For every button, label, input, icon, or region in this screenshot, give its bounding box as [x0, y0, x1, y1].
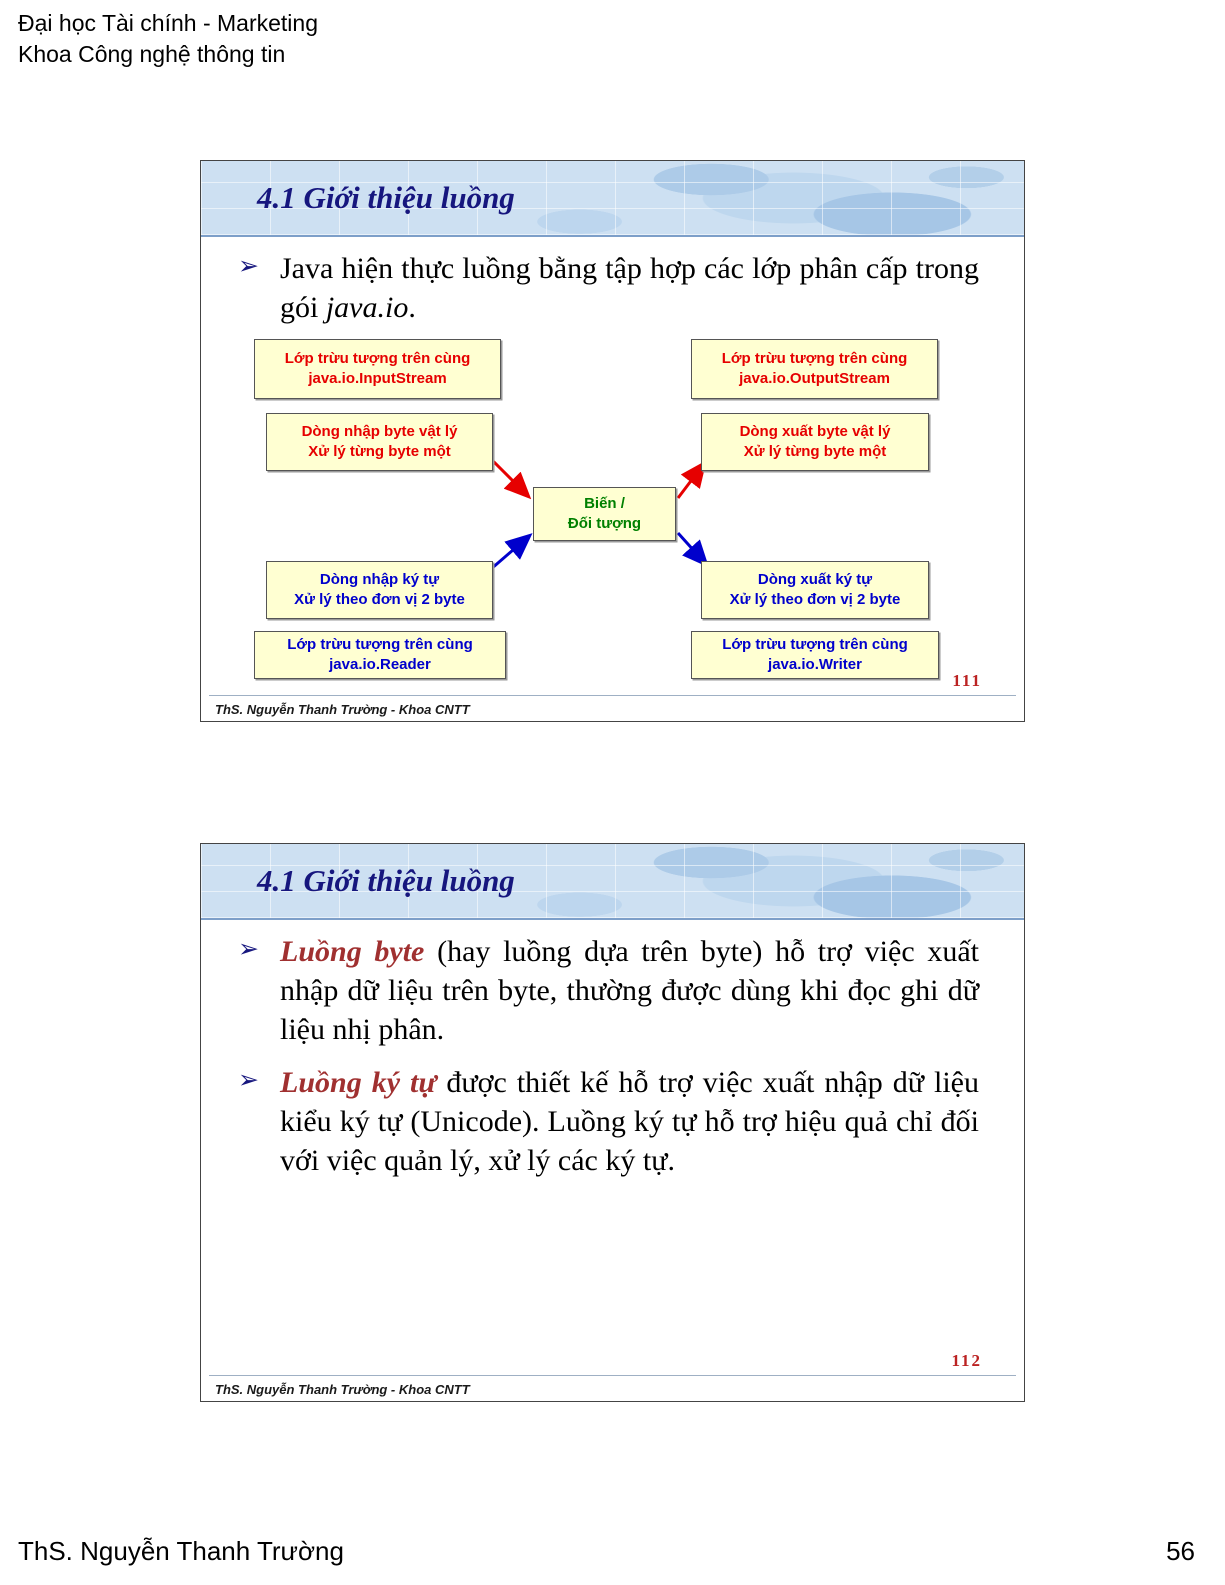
box-line: java.io.InputStream [308, 370, 447, 387]
slide-111 [200, 160, 1025, 722]
box-line: Đối tượng [567, 515, 642, 532]
header-university: Đại học Tài chính - Marketing [18, 10, 318, 36]
box-line: java.io.Reader [329, 656, 431, 673]
bullet-text-suffix: . [408, 291, 416, 324]
box-variable-object [533, 487, 676, 541]
box-line: java.io.Writer [768, 656, 862, 673]
bullet-item [238, 249, 979, 327]
box-reader [254, 631, 506, 679]
header-faculty: Khoa Công nghệ thông tin [18, 41, 286, 68]
arrow-byte-in-to-var [489, 457, 527, 495]
bullet-item [238, 1063, 979, 1180]
bullet-item [238, 932, 979, 1049]
box-line: Lớp trừu tượng trên cùng [284, 349, 471, 367]
box-line: Dòng xuất byte vật lý [739, 422, 891, 440]
slide-footer-divider [209, 695, 1016, 696]
bullet-text-main: Java hiện thực luồng bằng tập hợp các lớp phân cấp trong gói [280, 252, 979, 324]
slide-112 [200, 843, 1025, 1402]
slide-footer-divider [209, 1375, 1016, 1376]
box-line: Lớp trừu tượng trên cùng [287, 635, 473, 653]
box-outputstream [691, 339, 938, 399]
bullet-text-main: được thiết kế hỗ trợ việc xuất nhập dữ liệu kiểu ký tự (Unicode). Luồng ký tự hỗ trợ hiệu quả chỉ đối với việc quản lý, xử lý các ký tự. [280, 1066, 979, 1177]
bullet-text [280, 252, 979, 324]
box-line: Lớp trừu tượng trên cùng [722, 635, 908, 653]
bullet-text-italic: java.io [325, 291, 409, 324]
slide-page-number: 111 [952, 671, 982, 690]
bullet-arrow-icon: ➢ [238, 251, 259, 280]
slide-title: 4.1 Giới thiệu luồng [257, 863, 515, 898]
footer-author: ThS. Nguyễn Thanh Trường [18, 1536, 344, 1566]
box-line: java.io.OutputStream [739, 370, 890, 387]
arrow-char-in-to-var [491, 537, 528, 569]
box-line: Biến / [584, 494, 625, 512]
box-byte-input [266, 413, 493, 471]
slide-page-number: 112 [951, 1351, 982, 1370]
bullet-arrow-icon: ➢ [238, 1065, 259, 1094]
slide-title-bar [201, 161, 1024, 237]
bullet-text [280, 1066, 979, 1177]
bullet-text-main: (hay luồng dựa trên byte) hỗ trợ việc xuất nhập dữ liệu trên byte, thường được dùng khi đọc ghi dữ liệu nhị phân. [280, 935, 979, 1046]
box-line: Dòng nhập byte vật lý [301, 422, 458, 440]
footer-page-number: 56 [1166, 1536, 1195, 1566]
box-char-output [701, 561, 929, 619]
box-line: Xử lý từng byte một [308, 443, 451, 460]
slide-footer: ThS. Nguyễn Thanh Trường - Khoa CNTT [215, 1382, 470, 1397]
box-line: Dòng nhập ký tự [319, 570, 440, 588]
bullet-lead-term: Luồng byte [280, 935, 425, 968]
slide-title: 4.1 Giới thiệu luồng [257, 180, 515, 215]
bullet-lead-term: Luồng ký tự [280, 1066, 437, 1099]
page-header [18, 8, 318, 70]
bullet-arrow-icon: ➢ [238, 934, 259, 963]
box-line: Dòng xuất ký tự [757, 570, 873, 588]
box-line: Xử lý theo đơn vị 2 byte [294, 591, 465, 608]
box-writer [691, 631, 939, 679]
box-line: Xử lý theo đơn vị 2 byte [729, 591, 901, 608]
slide-footer: ThS. Nguyễn Thanh Trường - Khoa CNTT [215, 702, 470, 717]
slide-body [201, 920, 1024, 1180]
box-inputstream [254, 339, 501, 399]
box-line: Xử lý từng byte một [743, 443, 887, 460]
slide-title-bar [201, 844, 1024, 920]
arrow-var-to-byte-out [678, 465, 703, 498]
slide-body [201, 237, 1024, 327]
arrow-var-to-char-out [678, 533, 705, 563]
box-char-input [266, 561, 493, 619]
bullet-text [280, 935, 979, 1046]
box-line: Lớp trừu tượng trên cùng [721, 349, 908, 367]
box-byte-output [701, 413, 929, 471]
